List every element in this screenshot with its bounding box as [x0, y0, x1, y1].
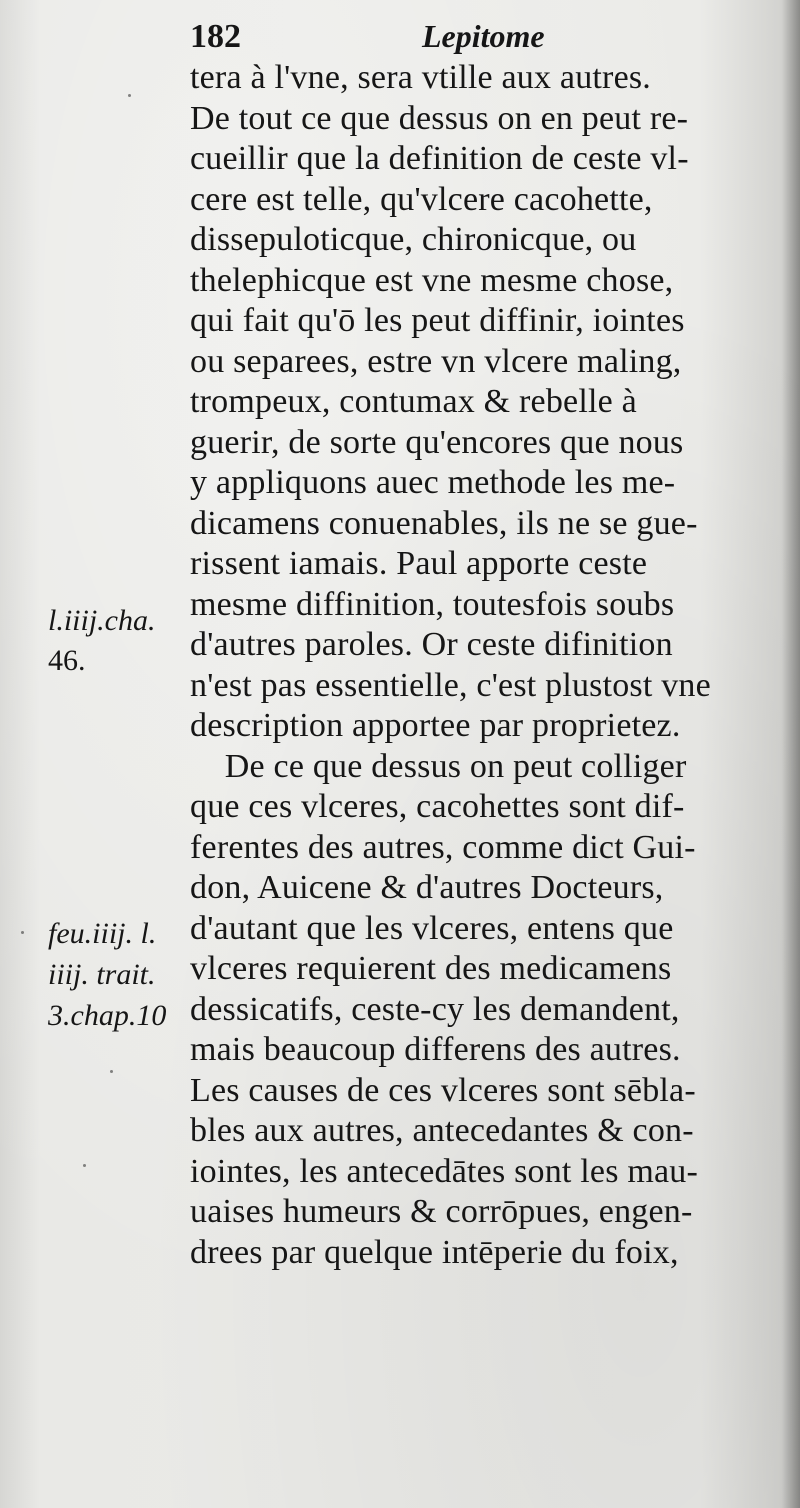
text-line: mais beaucoup differens des autres.: [190, 1031, 681, 1068]
text-line: iointes, les antecedātes sont les mau-: [190, 1152, 699, 1190]
text-line: don, Auicene & d'autres Docteurs,: [190, 869, 664, 906]
margin-note: iiij. trait.: [48, 958, 156, 991]
text-line: dessicatifs, ceste-cy les demandent,: [190, 990, 680, 1028]
page-header: [190, 18, 750, 58]
text-line: bles aux autres, antecedantes & con-: [190, 1112, 694, 1149]
page-number: 182: [190, 18, 241, 55]
text-line: description apportee par proprietez.: [190, 707, 681, 744]
text-line: Les causes de ces vlceres sont sēbla-: [190, 1071, 696, 1109]
text-line: tera à l'vne, sera vtille aux autres.: [190, 59, 651, 96]
margin-note: 46.: [48, 644, 86, 677]
text-line: qui fait qu'ō les peut diffinir, iointes: [190, 302, 685, 339]
text-line: ou separees, estre vn vlcere maling,: [190, 342, 682, 380]
text-line: uaises humeurs & corrōpues, engen-: [190, 1193, 693, 1230]
body-text: [190, 58, 790, 1273]
text-line: trompeux, contumax & rebelle à: [190, 383, 637, 420]
text-line: guerir, de sorte qu'encores que nous: [190, 423, 684, 461]
margin-notes: [0, 0, 190, 1508]
text-line: dissepuloticque, chironicque, ou: [190, 221, 637, 258]
text-line: dicamens conuenables, ils ne se gue-: [190, 504, 698, 542]
running-head: Lepitome: [422, 18, 545, 54]
text-line: d'autant que les vlceres, entens que: [190, 909, 674, 947]
text-line: mesme diffinition, toutesfois soubs: [190, 585, 675, 623]
text-line: De tout ce que dessus on en peut re-: [190, 99, 689, 137]
margin-note: 3.chap.10: [48, 999, 167, 1032]
text-line: De ce que dessus on peut colliger: [190, 747, 687, 785]
text-line: vlceres requierent des medicamens: [190, 950, 672, 987]
text-line: d'autres paroles. Or ceste difinition: [190, 626, 673, 663]
text-line: n'est pas essentielle, c'est plustost vne: [190, 666, 711, 704]
text-line: ferentes des autres, comme dict Gui-: [190, 828, 696, 866]
text-line: cere est telle, qu'vlcere cacohette,: [190, 180, 653, 218]
margin-note: l.iiij.cha.: [48, 604, 156, 637]
text-line: cueillir que la definition de ceste vl-: [190, 140, 689, 177]
text-line: rissent iamais. Paul apporte ceste: [190, 545, 648, 582]
margin-note: feu.iiij. l.: [48, 917, 157, 950]
text-line: thelephicque est vne mesme chose,: [190, 261, 674, 299]
text-line: drees par quelque intēperie du foix,: [190, 1233, 679, 1271]
text-line: que ces vlceres, cacohettes sont dif-: [190, 788, 685, 825]
text-line: y appliquons auec methode les me-: [190, 464, 676, 501]
